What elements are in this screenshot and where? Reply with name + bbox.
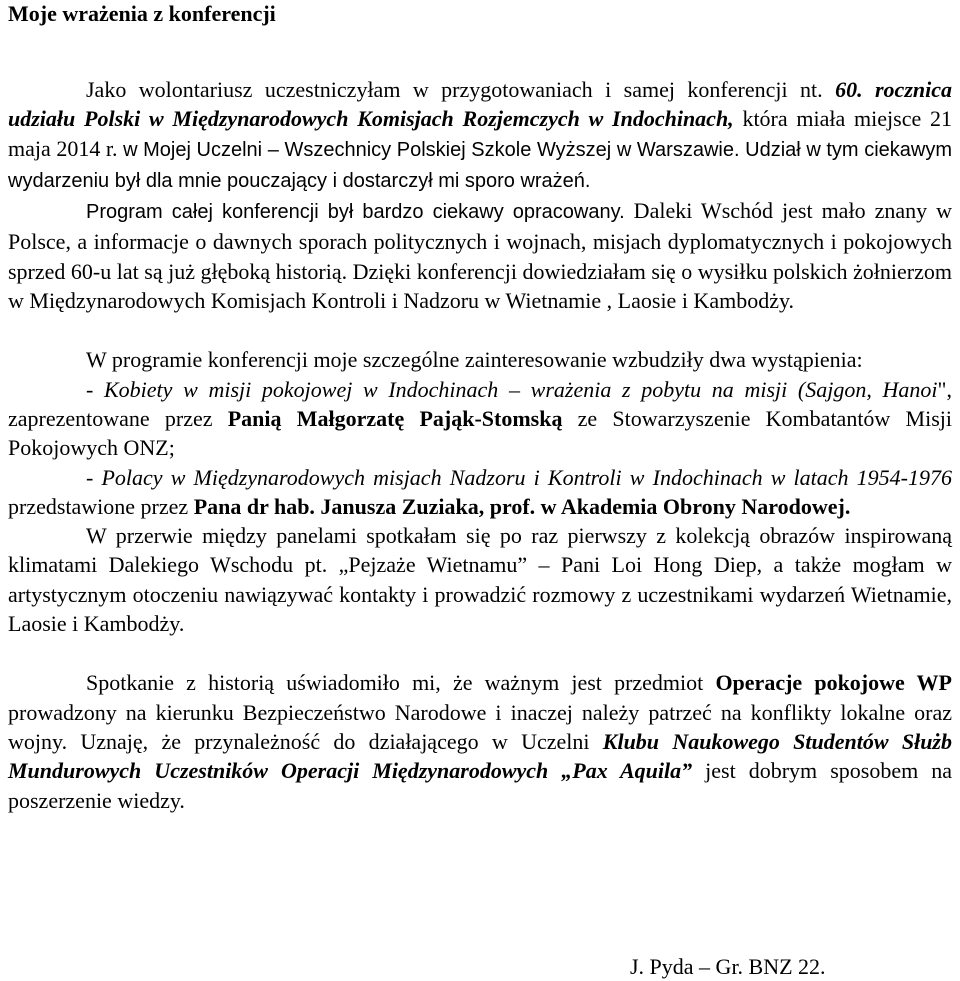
speaker-name: Pana dr hab. Janusza Zuziaka, prof. w Akademia Obrony Narodowej. (193, 493, 851, 519)
text-run: prowadzony na kierunku Bezpieczeństwo Narodowe i inaczej należy patrzeć na konflikty lokalne oraz wojny. Uznaję, że przynależność do działającego w Uczelni (8, 699, 952, 754)
text-run: Spotkanie z historią uświadomiło mi, że ważnym jest przedmiot (86, 670, 716, 696)
text-run: która miała miejsce 21 maja 2014 r. (8, 106, 952, 161)
text-run: jest dobrym sposobem na poszerzenie wiedzy. (8, 758, 952, 813)
speaker-name: Panią Małgorzatę Pająk-Stomską (227, 405, 563, 431)
text-run: Program całej konferencji był bardzo ciekawy opracowany. (86, 201, 625, 224)
paragraph-summary (8, 668, 952, 814)
text-run: w Mojej Uczelni – Wszechnicy Polskiej Szkole Wyższej w Warszawie. Udział w tym ciekawym wydarzeniu był dla mnie pouczający i dostarczył mi sporo wrażeń. (8, 138, 953, 192)
author-signature: J. Pyda – Gr. BNZ 22. (630, 954, 826, 979)
talk-title: Polacy w Międzynarodowych misjach Nadzoru i Kontroli w Indochinach w latach 1954-1976 (101, 464, 952, 490)
paragraph-talks-intro (8, 345, 952, 374)
course-name: Operacje pokojowe WP (715, 670, 952, 696)
conference-title: 60. rocznica udziału Polski w Międzynarodowych Komisjach Rozjemczych w Indochinach, (8, 77, 952, 132)
text-run: Daleki Wschód jest mało znany w Polsce, a informacje o dawnych sporach politycznych i wojnach, misjach dyplomatycznych i pokojowych sprzed 60-u lat są już głęboką historią. Dzięki konferencji dowiedziałam się o wysiłku polskich żołnierzom w Międzynarodowych Komisjach Kontroli i Nadzoru w Wietnamie , Laosie i Kambodży. (8, 198, 952, 314)
text-run: ", zaprezentowane przez (8, 376, 952, 431)
text-run: - (86, 464, 102, 490)
text-run: W programie konferencji moje szczególne zainteresowanie wzbudziły dwa wystąpienia: (86, 347, 863, 373)
list-item-talk-1 (8, 375, 952, 463)
document-title: Moje wrażenia z konferencji (8, 1, 276, 26)
text-run: Jako wolontariusz uczestniczyłam w przygotowaniach i samej konferencji nt. (86, 77, 836, 102)
paragraph-exhibition (8, 521, 952, 638)
list-item-talk-2 (8, 463, 952, 522)
text-run: przedstawione przez (8, 493, 194, 519)
paragraph-program (8, 196, 952, 315)
text-run: ze Stowarzyszenie Kombatantów Misji Pokojowych ONZ; (8, 405, 952, 461)
paragraph-intro (8, 75, 952, 196)
text-run: - (86, 376, 104, 402)
talk-title: Kobiety w misji pokojowej w Indochinach – wrażenia z pobytu na misji (Sajgon, Hanoi (104, 376, 938, 402)
text-run: W przerwie między panelami spotkałam się po raz pierwszy z kolekcją obrazów inspirowaną klimatami Dalekiego Wschodu pt. „Pejzaże Wietnamu” – Pani Loi Hong Diep, a także mogłam w artystycznym otoczeniu nawiązywać kontakty i prowadzić rozmowy z uczestnikami wydarzeń Wietnamie, Laosie i Kambodży. (8, 523, 952, 637)
spacer (8, 28, 952, 49)
club-name: Klubu Naukowego Studentów Służb Mundurowych Uczestników Operacji Międzynarodowych „Pax Aquila” (8, 728, 952, 784)
